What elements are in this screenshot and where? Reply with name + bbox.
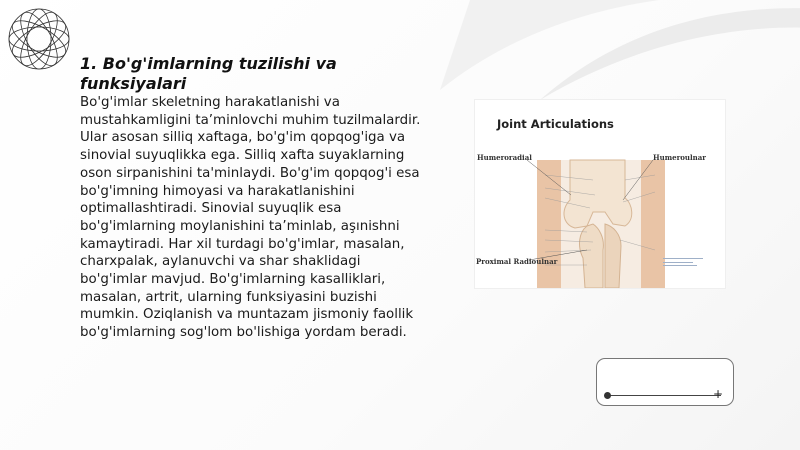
plus-icon[interactable]: + — [713, 387, 724, 401]
slide-title: 1. Bo'g'imlarning tuzilishi va funksiyalari — [80, 54, 337, 93]
seek-track[interactable] — [607, 395, 721, 396]
label-humeroulnar: Humeroulnar — [653, 153, 706, 162]
joint-articulations-figure — [475, 100, 725, 288]
spirograph-ornament-icon — [4, 4, 74, 74]
slide-body-text: Bo'g'imlar skeletning harakatlanishi va mustahkamligini ta’minlovchi muhim tuzilmalardir. Ular asosan silliq xaftaga, bo'g'im qopqog'iga va sinovial suyuqlikka ega. Silliq xafta suyaklarning oson sirpanishini ta'minlaydi. Bo'g'im qopqog'i esa bo'g'imning himoyasi va harakatlanishini optimallashtiradi. Sinovial suyuqlik esa bo'g'imlarning moylanishini ta’minlab, aşınishni kamaytiradi. Har xil turdagi bo'g'imlar, masalan, charxpalak, aylanuvchi va shar shaklidagi bo'g'imlar mavjud. Bo'g'imlarning kasalliklari, masalan, artrit, ularning funksiyasini buzishi mumkin. Oziqlanish va muntazam jismoniy faollik bo'g'imlarning sog'lom bo'lishiga yordam beradi. — [80, 95, 421, 341]
figure-title: Joint Articulations — [497, 117, 614, 131]
background-swash — [420, 0, 800, 110]
label-humeroradial: Humeroradial — [477, 153, 532, 162]
figure-watermark — [663, 256, 718, 276]
media-player-control[interactable] — [596, 358, 734, 406]
play-dot-icon[interactable] — [604, 392, 611, 399]
label-proximal-radioulnar: Proximal Radioulnar — [476, 257, 558, 266]
